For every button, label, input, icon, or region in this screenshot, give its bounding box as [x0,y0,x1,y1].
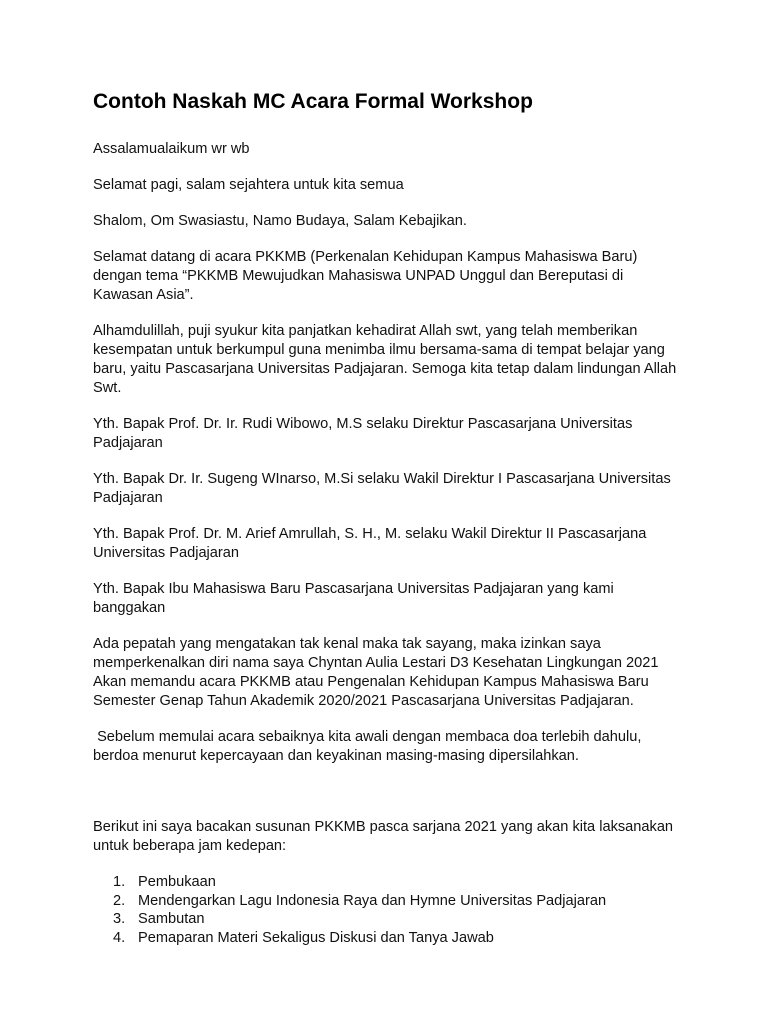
paragraph-honorific-vice-director-2: Yth. Bapak Prof. Dr. M. Arief Amrullah, S. H., M. selaku Wakil Direktur II Pascasarjana Universitas Padjajaran [93,526,647,561]
document-title: Contoh Naskah MC Acara Formal Workshop [93,90,533,113]
list-item-number: 3. [113,911,126,927]
list-item-number: 1. [113,874,126,890]
list-item [113,873,683,892]
paragraph-morning-greeting: Selamat pagi, salam sejahtera untuk kita semua [93,177,404,193]
paragraph-agenda-intro: Berikut ini saya bacakan susunan PKKMB pasca sarjana 2021 yang akan kita laksanakan untuk beberapa jam kedepan: [93,819,674,854]
list-item-text: Sambutan [138,911,205,927]
agenda-list [93,873,683,947]
paragraph-honorific-students: Yth. Bapak Ibu Mahasiswa Baru Pascasarjana Universitas Padjajaran yang kami banggakan [93,581,614,616]
paragraph-honorific-vice-director-1: Yth. Bapak Dr. Ir. Sugeng WInarso, M.Si selaku Wakil Direktur I Pascasarjana Universitas Padjajaran [93,471,671,506]
paragraph-gratitude: Alhamdulillah, puji syukur kita panjatkan kehadirat Allah swt, yang telah memberikan kesempatan untuk berkumpul guna menimba ilmu bersama-sama di tempat belajar yang baru, yaitu Pascasarjana Universitas Padjajaran. Semoga kita tetap dalam lindungan Allah Swt. [93,323,677,396]
paragraph-honorific-director: Yth. Bapak Prof. Dr. Ir. Rudi Wibowo, M.S selaku Direktur Pascasarjana Universitas Padjajaran [93,416,633,451]
list-item [113,910,683,929]
list-item-text: Pembukaan [138,874,216,890]
list-item-text: Mendengarkan Lagu Indonesia Raya dan Hymne Universitas Padjajaran [138,892,607,909]
document-page [93,88,683,947]
paragraph-introduction: Ada pepatah yang mengatakan tak kenal maka tak sayang, maka izinkan saya memperkenalkan diri nama saya Chyntan Aulia Lestari D3 Kesehatan Lingkungan 2021 Akan memandu acara PKKMB atau Pengenalan Kehidupan Kampus Mahasiswa Baru Semester Genap Tahun Akademik 2020/2021 Pascasarjana Universitas Padjajaran. [93,636,659,709]
list-item [113,892,683,911]
paragraph-welcome: Selamat datang di acara PKKMB (Perkenalan Kehidupan Kampus Mahasiswa Baru) dengan tema “PKKMB Mewujudkan Mahasiswa UNPAD Unggul dan Bereputasi di Kawasan Asia”. [93,249,638,303]
list-item-text: Pemaparan Materi Sekaligus Diskusi dan Tanya Jawab [138,929,494,946]
list-item-number: 4. [113,929,126,946]
paragraph-greeting: Assalamualaikum wr wb [93,141,250,157]
list-item [113,929,683,948]
paragraph-interfaith-greeting: Shalom, Om Swasiastu, Namo Budaya, Salam Kebajikan. [93,213,467,229]
list-item-number: 2. [113,892,126,909]
paragraph-prayer: Sebelum memulai acara sebaiknya kita awali dengan membaca doa terlebih dahulu, berdoa menurut kepercayaan dan keyakinan masing-masing dipersilahkan. [93,729,646,764]
